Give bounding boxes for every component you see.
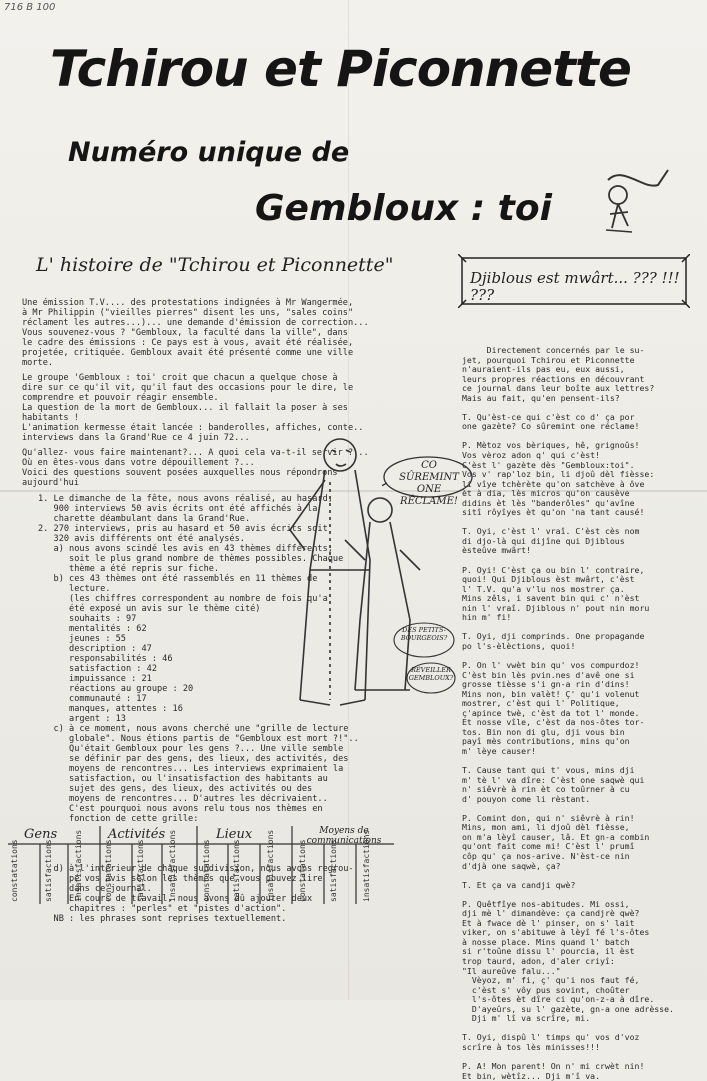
col-constatations-2: constatations	[104, 839, 113, 902]
col-constatations-3: constatations	[202, 839, 211, 902]
grid-header-lieux: Lieux	[216, 827, 253, 842]
col-insatisfactions-4: insatisfactions	[362, 829, 371, 902]
speech-bubble-text: CO SÛREMINT ONE RÉCLAME!	[399, 460, 459, 507]
small-bubble-text-2: RÉVEILLER GEMBLOUX?	[408, 666, 454, 682]
col-insatisfactions-2: insatisfactions	[168, 829, 177, 902]
grid-header-gens: Gens	[24, 827, 58, 842]
questions-paragraph: Qu'allez- vous faire maintenant?... A quoi cela va-t-il servir ? .. Où en êtes-vous dans votre dépouillement ?... Voici des questions souvent posées auxquelles nous répondrons aujourd'hui	[22, 448, 369, 488]
gnome-sketch-icon	[588, 160, 688, 240]
col-constatations-1: constatations	[10, 839, 19, 902]
intro-paragraph: Une émission T.V.... des protestations indignées à Mr Wangermée, à Mr Philippin ("vieilles pierres" disent les uns, "sales coins" réclament les autres...)... une demande d'émission de correction... Vous souvenez-vous ? "Gembloux, la faculté dans la ville", dans le cadre des émissions : Ce pays est à vous, avait été réalisée, projetée, critiquée. Gembloux avait été présenté comme une ville morte.	[22, 298, 369, 368]
group-paragraph: Le groupe 'Gembloux : toi' croit que chacun a quelque chose à dire sur ce qu'il vit, qu'il faut des occasions pour le dire, le comprendre et pouvoir réagir ensemble. La question de la mort de Gembloux... il fallait la poser à ses habitants ! L'animation kermesse était lancée : banderolles, affiches, conte.. interviews dans la Grand'Rue ce 4 juin 72...	[22, 373, 364, 443]
archive-note: 716 B 100	[4, 2, 56, 13]
col-insatisfactions-3: insatisfactions	[266, 829, 275, 902]
col-satisfactions-4: satisfactions	[329, 839, 338, 902]
col-satisfactions-2: satisfactions	[136, 839, 145, 902]
numbered-list: 1. Le dimanche de la fête, nous avons réalisé, au hasard, 900 interviews 50 avis écrits ont été affichés à la charette déambulant dans la Grand'Rue. 2. 270 interviews, pris au hasard et 50 avis écrits soit 320 avis différents ont été analysés. a) nous avons scindé les avis en 43 thèmes différents, soit le plus grand nombre de thèmes possibles. Chaque thème a été repris sur fiche. b) ces 43 thèmes ont été rassemblés en 11 thèmes de lecture. (les chiffres correspondent au nombre de fois qu'a été exposé un avis sur le thème cité) souhaits : 97 mentalités : 62 jeunes : 55 description : 47 responsabilités : 46 satisfaction : 42 impuissance : 21 réactions au groupe : 20 communauté : 17 manques, attentes : 16 argent : 13 c) à ce moment, nous avons cherché une "grille de lecture globale". Nous étions partis de "Gembloux est mort ?!".. Qu'était Gembloux pour les gens ?... Une ville semble se définir par des gens, des lieux, des activités, des moyens de rencontres... Les interviews exprimaient la satisfaction, ou l'insatisfaction des habitants au sujet des gens, des lieux, des activités ou des moyens de rencontres... D'autres les décrivaient.. C'est pourquoi nous avons relu tous nos thèmes en fonction de cette grille:	[38, 494, 359, 824]
col-insatisfactions-1: insatisfactions	[74, 829, 83, 902]
col-satisfactions-3: satisfactions	[232, 839, 241, 902]
small-bubble-text-1: DES PETITS-BOURGEOIS?	[400, 626, 448, 642]
col-constatations-4: constatations	[298, 839, 307, 902]
dialogue-text: Directement concernés par le su- jet, pourquoi Tchirou et Piconnette n'auraient-ils pas eu, eux aussi, leurs propres réactions en découvrant ce journal dans leur boîte aux lettres? Mais au fait, qu'en pensent-ils? T. Qu'èst-ce qui c'èst co d' ça por one gazète? Co sûremint one réclame! P. Mètoz vos bèriques, hê, grignoûs! Vos vèroz adon q' qui c'èst! C'èst l' gazète dès "Gembloux:toi". Vos v' rap'loz bin, li djoû dèl fièsse: li vîye tchèrète qu'on satchève à ôve èt à dia, lès micros qu'on causève didins èt lès "banderôles" qu'avîne sitî rôyîyes èt qu'on 'na tant causé! T. Oyi, c'èst l' vraî. C'èst cès nom di djo-là qui dijîne qui Djiblous èsteûve mwârt! P. Oyi! C'èst ça ou bin l' contraire, quoi! Qui Djiblous èst mwârt, c'èst l' T.V. qu'a v'lu nos mostrer ça. Mins zêls, i savent bin qui c' n'èst nin l' vraî. Djiblous n' pout nin moru hin m' fi! T. Oyi, dji comprinds. One propagande po l's-èlèctions, quoi! P. On l' vwèt bin qu' vos compurdoz! C'èst bin lès pvin.nes d'avê one si grosse tièsse s'i gn-a rin d'dins! Mins non, bin valèt! Ç' qu'i volenut mostrer, c'èst qui l' Politique, ç'apince twè, c'èst da tot l' monde. Et nosse vîle, c'èst da nos-ôtes tor- tos. Bin non di glu, dji vous bin payî mès contributions, mins qu'on m' lèye causer! T. Cause tant qui t' vous, mins dji m' tè l' va dîre: C'èst one saqwè qui n' siêvrè à rin èt co toûrner à cu d' pouyon come li rèstant. P. Comint don, qui n' siêvrè à rin! Mins, mon ami, li djoû dèl fièsse, on m'a lèyî causer, lâ. Et gn-a combin qu'ont fait come mi! C'èst l' prumî côp qu' ça nos-arive. N'èst-ce nin d'djà one saqwè, ça? T. Et ça va candji qwè? P. Quêtfîye nos-abitudes. Mi ossi, dji mè l' dimandève: ça candjrè qwè? Et à fwace dè l' pinser, on s' lait viker, on s'abituwe à lèyî fé l's-ôtes à nosse place. Mins quand l' batch si r'toûne dissu l' pourcia, il èst trop taurd, adon, d'aler criyî: "Il aureûve falu..." Vèyoz, m' fi, ç' qu'i nos faut fé, c'èst s' vôy pus sovint, choûter l's-ôtes èt dîre ci qu'on-z-a à dîre. D'ayeûrs, su l' gazète, gn-a one adrèsse. Dji m' lî va scrîre, mi. T. Oyi, dispû l' timps qu' vos d'voz scrîre à tos lès minisses!!! P. A! Mon parent! On n' mi crwèt nin! Et bin, wètîz... Dji m'î va.	[462, 345, 674, 1081]
page-title: Tchirou et Piconnette	[50, 40, 631, 98]
col-satisfactions-1: satisfactions	[44, 839, 53, 902]
subtitle-gembloux: Gembloux : toi	[255, 188, 552, 229]
section-heading-histoire: L' histoire de "Tchirou et Piconnette"	[36, 254, 394, 276]
numbered-list-continued: d) à l'intérieur de chaque subdivision, nous avons regrou- pé vos avis selon les thèmes que vous pouvez lire dans ce journal. En cours de travail, nous avons dû ajouter deux chapitres : "perles" et "pistes d'action". NB : les phrases sont reprises textuellement.	[53, 864, 354, 924]
dialogue-title: Djiblous est mwârt... ??? !!! ???	[470, 269, 680, 304]
subtitle: Numéro unique de	[68, 137, 350, 168]
grid-header-moyens: Moyens de communications	[306, 826, 382, 846]
grid-header-activites: Activités	[108, 827, 166, 842]
